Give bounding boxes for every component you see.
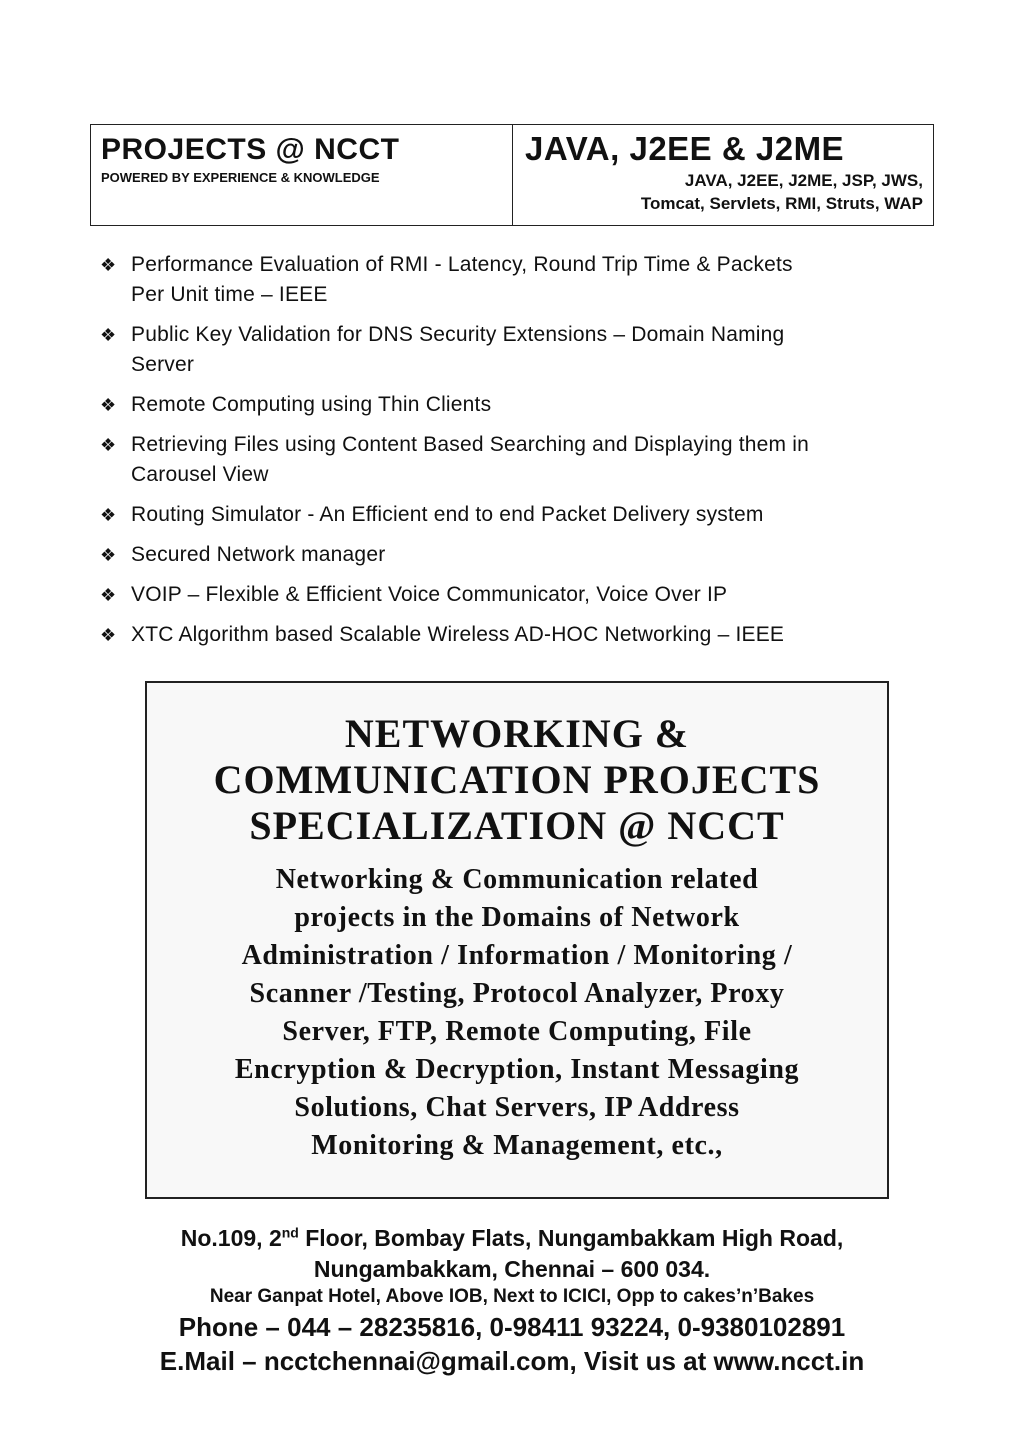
address-prefix: No.109, 2 <box>180 1225 282 1251</box>
project-item <box>100 540 934 570</box>
description-line: Solutions, Chat Servers, IP Address <box>294 1092 740 1123</box>
heading-line: NETWORKING & <box>344 711 690 756</box>
diamond-bullet-icon: ❖ <box>100 395 117 415</box>
brand-cell <box>91 125 513 225</box>
project-item <box>100 250 934 310</box>
diamond-bullet-icon: ❖ <box>100 585 117 605</box>
specialization-box <box>145 681 889 1199</box>
description-line: Scanner /Testing, Protocol Analyzer, Proxy <box>249 978 785 1009</box>
technology-list <box>525 169 923 215</box>
description-line: Administration / Information / Monitoring / <box>241 940 793 971</box>
project-title-line: Carousel View <box>131 463 269 486</box>
diamond-bullet-icon: ❖ <box>100 545 117 565</box>
project-item <box>100 620 934 650</box>
technology-title: JAVA, J2EE & J2ME <box>525 130 845 167</box>
project-item <box>100 580 934 610</box>
address-suffix: Floor, Bombay Flats, Nungambakkam High Road, <box>298 1225 844 1251</box>
diamond-bullet-icon: ❖ <box>100 505 117 525</box>
brand-title: PROJECTS @ NCCT <box>101 133 400 166</box>
project-title-line: Secured Network manager <box>131 543 386 566</box>
heading-line: COMMUNICATION PROJECTS <box>213 757 821 802</box>
project-item <box>100 390 934 420</box>
project-title-line: Performance Evaluation of RMI - Latency, Round Trip Time & Packets <box>131 253 793 276</box>
ordinal-suffix: nd <box>281 1224 299 1241</box>
email-website-line: E.Mail – ncctchennai@gmail.com, Visit us at www.ncct.in <box>159 1346 865 1376</box>
description-line: Encryption & Decryption, Instant Messaging <box>234 1054 800 1085</box>
brand-tagline: POWERED BY EXPERIENCE & KNOWLEDGE <box>101 170 380 185</box>
project-title-line: Retrieving Files using Content Based Searching and Displaying them in <box>131 433 809 456</box>
description-line: Networking & Communication related <box>275 864 759 895</box>
heading-line: SPECIALIZATION @ NCCT <box>249 803 785 848</box>
header-table <box>90 124 934 226</box>
project-item <box>100 430 934 490</box>
address-city-line: Nungambakkam, Chennai – 600 034. <box>313 1256 711 1282</box>
project-title-line: VOIP – Flexible & Efficient Voice Communicator, Voice Over IP <box>131 583 728 606</box>
project-title-line: Per Unit time – IEEE <box>131 283 328 306</box>
project-item <box>100 500 934 530</box>
project-list <box>100 250 934 660</box>
project-title-line: Routing Simulator - An Efficient end to end Packet Delivery system <box>131 503 764 526</box>
specialization-heading <box>147 711 887 849</box>
project-title-line: Server <box>131 353 195 376</box>
diamond-bullet-icon: ❖ <box>100 325 117 345</box>
description-line: Server, FTP, Remote Computing, File <box>282 1016 752 1047</box>
project-title-line: Public Key Validation for DNS Security Extensions – Domain Naming <box>131 323 785 346</box>
diamond-bullet-icon: ❖ <box>100 625 117 645</box>
diamond-bullet-icon: ❖ <box>100 435 117 455</box>
project-title-line: Remote Computing using Thin Clients <box>131 393 492 416</box>
phone-line: Phone – 044 – 28235816, 0-98411 93224, 0-9380102891 <box>178 1312 846 1342</box>
technology-list-line: JAVA, J2EE, J2ME, JSP, JWS, <box>684 171 923 190</box>
project-item <box>100 320 934 380</box>
description-line: projects in the Domains of Network <box>294 902 740 933</box>
address-line <box>60 1222 964 1254</box>
specialization-description <box>165 861 869 1165</box>
project-title-line: XTC Algorithm based Scalable Wireless AD-HOC Networking – IEEE <box>131 623 785 646</box>
description-line: Monitoring & Management, etc., <box>311 1130 723 1161</box>
technology-list-line: Tomcat, Servlets, RMI, Struts, WAP <box>640 194 923 213</box>
diamond-bullet-icon: ❖ <box>100 255 117 275</box>
contact-footer <box>60 1222 964 1378</box>
technology-cell <box>513 125 933 225</box>
landmark-line: Near Ganpat Hotel, Above IOB, Next to ICICI, Opp to cakes’n’Bakes <box>209 1286 815 1307</box>
